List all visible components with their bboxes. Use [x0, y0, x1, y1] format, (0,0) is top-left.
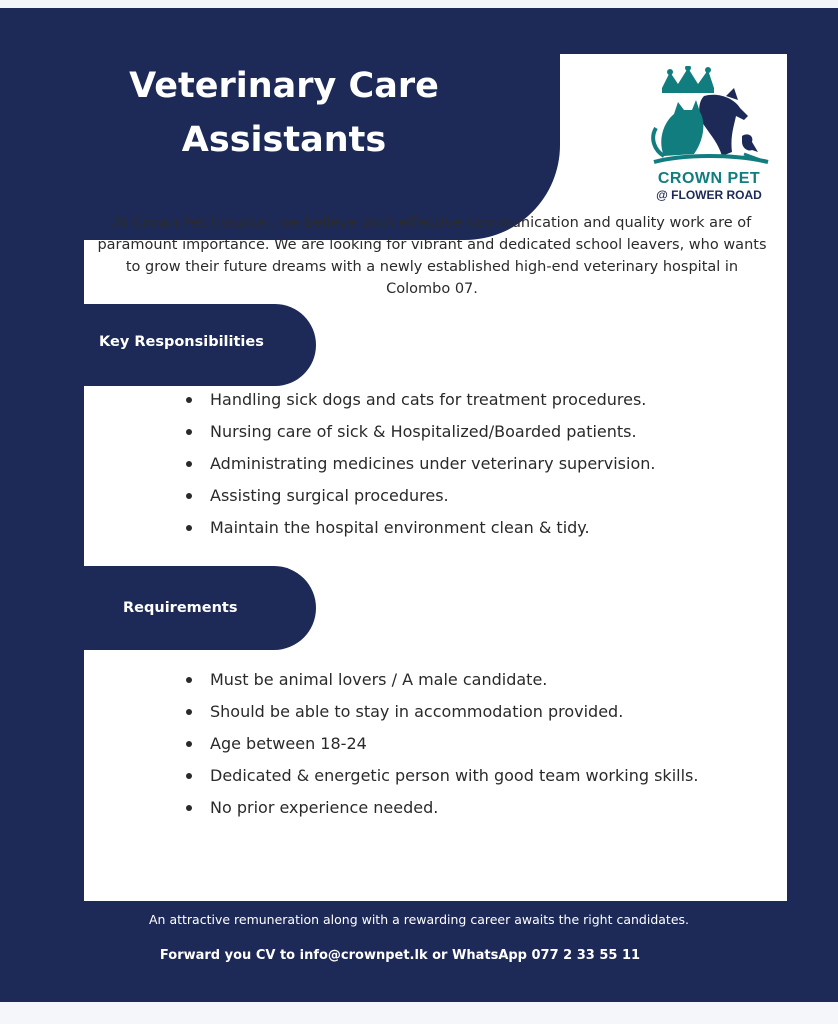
page-title-line2: Assistants — [181, 120, 387, 160]
list-item: Handling sick dogs and cats for treatment procedures. — [182, 384, 655, 416]
job-poster — [0, 8, 838, 1002]
logo-brand-name: CROWN PET — [657, 170, 761, 187]
requirements-heading: Requirements — [123, 600, 238, 616]
list-item: Nursing care of sick & Hospitalized/Boarded patients. — [182, 416, 655, 448]
bullet-icon — [186, 741, 192, 747]
remuneration-note: An attractive remuneration along with a rewarding career awaits the right candidates. — [149, 912, 689, 927]
requirements-heading-pill — [84, 566, 316, 650]
bullet-icon — [186, 493, 192, 499]
list-item: Should be able to stay in accommodation provided. — [182, 696, 698, 728]
page-title-line1: Veterinary Care — [129, 66, 439, 106]
bullet-icon — [186, 461, 192, 467]
list-item: Assisting surgical procedures. — [182, 480, 655, 512]
list-item: Age between 18-24 — [182, 728, 698, 760]
bullet-icon — [186, 525, 192, 531]
list-item: Administrating medicines under veterinary supervision. — [182, 448, 655, 480]
list-item: Maintain the hospital environment clean & tidy. — [182, 512, 655, 544]
list-item: No prior experience needed. — [182, 792, 698, 824]
responsibilities-list — [182, 384, 655, 544]
contact-line: Forward you CV to info@crownpet.lk or WhatsApp 077 2 33 55 11 — [159, 948, 641, 963]
bullet-icon — [186, 805, 192, 811]
bullet-icon — [186, 677, 192, 683]
responsibilities-heading: Key Responsibilities — [99, 334, 264, 350]
logo-tagline: @ FLOWER ROAD — [656, 188, 762, 202]
crown-pet-logo — [644, 66, 774, 206]
bullet-icon — [186, 773, 192, 779]
list-item: Must be animal lovers / A male candidate. — [182, 664, 698, 696]
bullet-icon — [186, 397, 192, 403]
requirements-list — [182, 664, 698, 824]
responsibilities-heading-pill — [84, 304, 316, 386]
poster-card — [84, 54, 787, 901]
intro-paragraph: At Crown Pet Hospital, we believe both effective communication and quality work are of paramount importance. We are looking for vibrant and dedicated school leavers, who wants to grow their future dreams with a newly established high-end veterinary hospital in Colombo 07. — [97, 215, 767, 297]
bottom-strip — [0, 1002, 838, 1024]
crown-pet-logo-icon — [644, 66, 774, 170]
bullet-icon — [186, 429, 192, 435]
list-item: Dedicated & energetic person with good team working skills. — [182, 760, 698, 792]
bullet-icon — [186, 709, 192, 715]
